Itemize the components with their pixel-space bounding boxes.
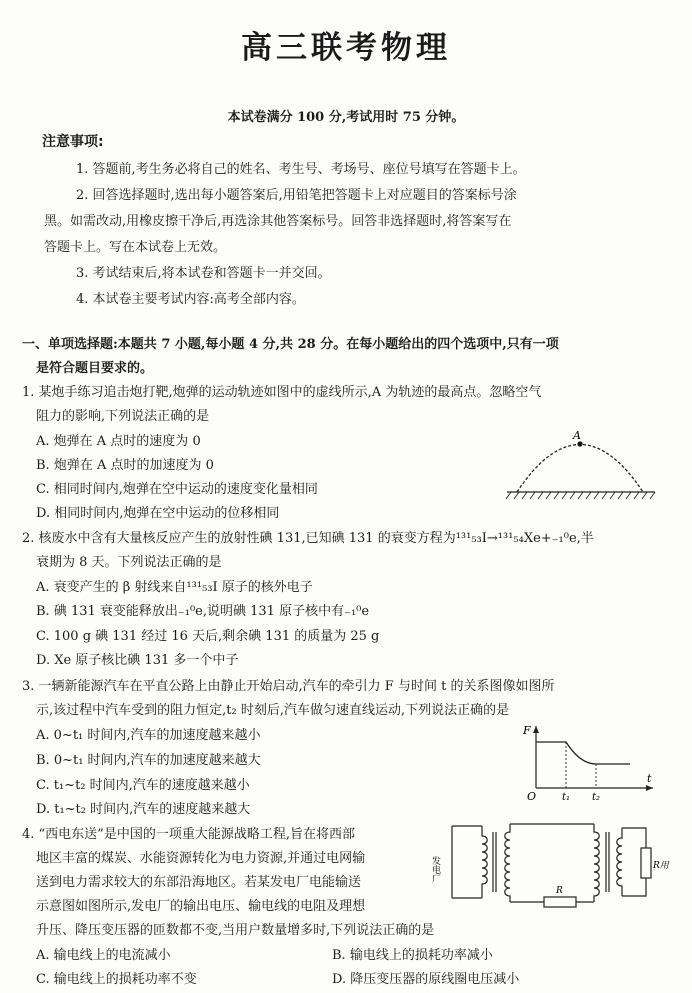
apex-label: A	[573, 429, 581, 442]
q2-option-a: A. 衰变产生的 β 射线来自¹³¹₅₃I 原子的核外电子	[36, 580, 313, 595]
q2-option-d: D. Xe 原子核比碘 131 多一个中子	[36, 653, 239, 668]
line-resistor-label: R	[556, 886, 563, 896]
q2-option-c: C. 100 g 碘 131 经过 16 天后,剩余碘 131 的质量为 25 g	[36, 629, 380, 644]
q1-stem-cont: 阻力的影响,下列说法正确的是	[36, 409, 210, 424]
stepup-secondary-coil	[505, 824, 510, 902]
q4-stem: 4. “西电东送”是中国的一项重大能源战略工程,旨在将西部	[22, 827, 355, 842]
notice-heading: 注意事项:	[42, 134, 104, 150]
stepdown-primary-coil	[594, 824, 599, 902]
trajectory-figure	[505, 422, 660, 504]
force-time-graph	[518, 722, 658, 804]
section-heading-cont: 是符合题目要求的。	[36, 361, 154, 376]
q4-stem-cont: 送到电力需求较大的东部沿海地区。若某发电厂电能输送	[36, 875, 362, 890]
load-resistor	[641, 848, 651, 878]
t2-label: t₂	[592, 792, 601, 803]
q1-option-d: D. 相同时间内,炮弹在空中运动的位移相同	[36, 506, 280, 521]
page-title: 高三联考物理	[241, 30, 451, 66]
notice-line: 2. 回答选择题时,选出每小题答案后,用铅笔把答题卡上对应题目的答案标号涂	[76, 188, 517, 203]
q3-option-d: D. t₁~t₂ 时间内,汽车的速度越来越大	[36, 802, 251, 817]
t-axis-label: t	[647, 772, 652, 785]
notice-line: 3. 考试结束后,将本试卷和答题卡一并交回。	[76, 266, 331, 281]
notice-line: 1. 答题前,考生务必将自己的姓名、考生号、考场号、座位号填写在答题卡上。	[76, 162, 526, 177]
q1-option-c: C. 相同时间内,炮弹在空中运动的速度变化量相同	[36, 482, 318, 497]
transmission-circuit-diagram	[430, 818, 669, 910]
q3-option-b: B. 0~t₁ 时间内,汽车的加速度越来越大	[36, 753, 261, 768]
notice-line: 答题卡上。写在本试卷上无效。	[44, 240, 227, 255]
q3-option-c: C. t₁~t₂ 时间内,汽车的速度越来越小	[36, 778, 250, 793]
notice-line: 4. 本试卷主要考试内容:高考全部内容。	[76, 292, 305, 307]
q4-stem-cont: 地区丰富的煤炭、水能资源转化为电力资源,并通过电网输	[36, 851, 366, 866]
q3-stem-cont: 示,该过程中汽车受到的阻力恒定,t₂ 时刻后,汽车做匀速直线运动,下列说法正确的是	[36, 703, 510, 718]
apex-point	[577, 441, 582, 446]
f-axis-label: F	[523, 724, 531, 737]
q4-option-d: D. 降压变压器的原线圈电压减小	[332, 972, 520, 987]
q4-stem-cont: 升压、降压变压器的匝数都不变,当用户数量增多时,下列说法正确的是	[36, 923, 435, 938]
load-resistor-label: R用	[653, 861, 669, 871]
q4-stem-cont: 示意图如图所示,发电厂的输出电压、输电线的电阻及理想	[36, 899, 366, 914]
q2-option-b: B. 碘 131 衰变能释放出₋₁⁰e,说明碘 131 原子核中有₋₁⁰e	[36, 604, 370, 619]
q2-stem: 2. 核废水中含有大量核反应产生的放射性碘 131,已知碘 131 的衰变方程为¹³¹₅₃I→¹³¹₅₄Xe+₋₁⁰e,半	[22, 531, 594, 546]
source-wires	[452, 826, 482, 898]
q4-option-a: A. 输电线上的电流减小	[36, 948, 171, 963]
q3-stem: 3. 一辆新能源汽车在平直公路上由静止开始启动,汽车的牵引力 F 与时间 t 的关系图像如图所	[22, 679, 555, 694]
q1-option-b: B. 炮弹在 A 点时的加速度为 0	[36, 458, 214, 473]
q3-option-a: A. 0~t₁ 时间内,汽车的加速度越来越小	[36, 728, 261, 743]
force-curve	[536, 742, 630, 764]
exam-info: 本试卷满分 100 分,考试用时 75 分钟。	[227, 110, 465, 125]
q1-stem: 1. 某炮手练习追击炮打靶,炮弹的运动轨迹如图中的虚线所示,A 为轨迹的最高点。忽略空气	[22, 385, 542, 400]
t1-label: t₁	[562, 792, 571, 803]
origin-label: O	[527, 790, 537, 803]
source-label: 发电厂	[430, 856, 440, 883]
line-resistor	[544, 897, 576, 907]
stepdown-secondary-coil	[617, 828, 622, 896]
section-heading: 一、单项选择题:本题共 7 小题,每小题 4 分,共 28 分。在每小题给出的四个选项中,只有一项	[22, 337, 559, 352]
q2-stem-cont: 衰期为 8 天。下列说法正确的是	[36, 555, 222, 570]
q4-option-b: B. 输电线上的损耗功率减小	[332, 948, 493, 963]
q1-option-a: A. 炮弹在 A 点时的速度为 0	[36, 434, 201, 449]
transmission-lines	[510, 824, 594, 902]
trajectory-curve	[517, 445, 643, 493]
notice-line: 黑。如需改动,用橡皮擦干净后,再选涂其他答案标号。回答非选择题时,将答案写在	[44, 214, 512, 229]
stepup-primary-coil	[482, 826, 487, 898]
q4-option-c: C. 输电线上的损耗功率不变	[36, 972, 197, 987]
load-wires	[622, 828, 646, 896]
ground-hatch	[506, 492, 655, 499]
